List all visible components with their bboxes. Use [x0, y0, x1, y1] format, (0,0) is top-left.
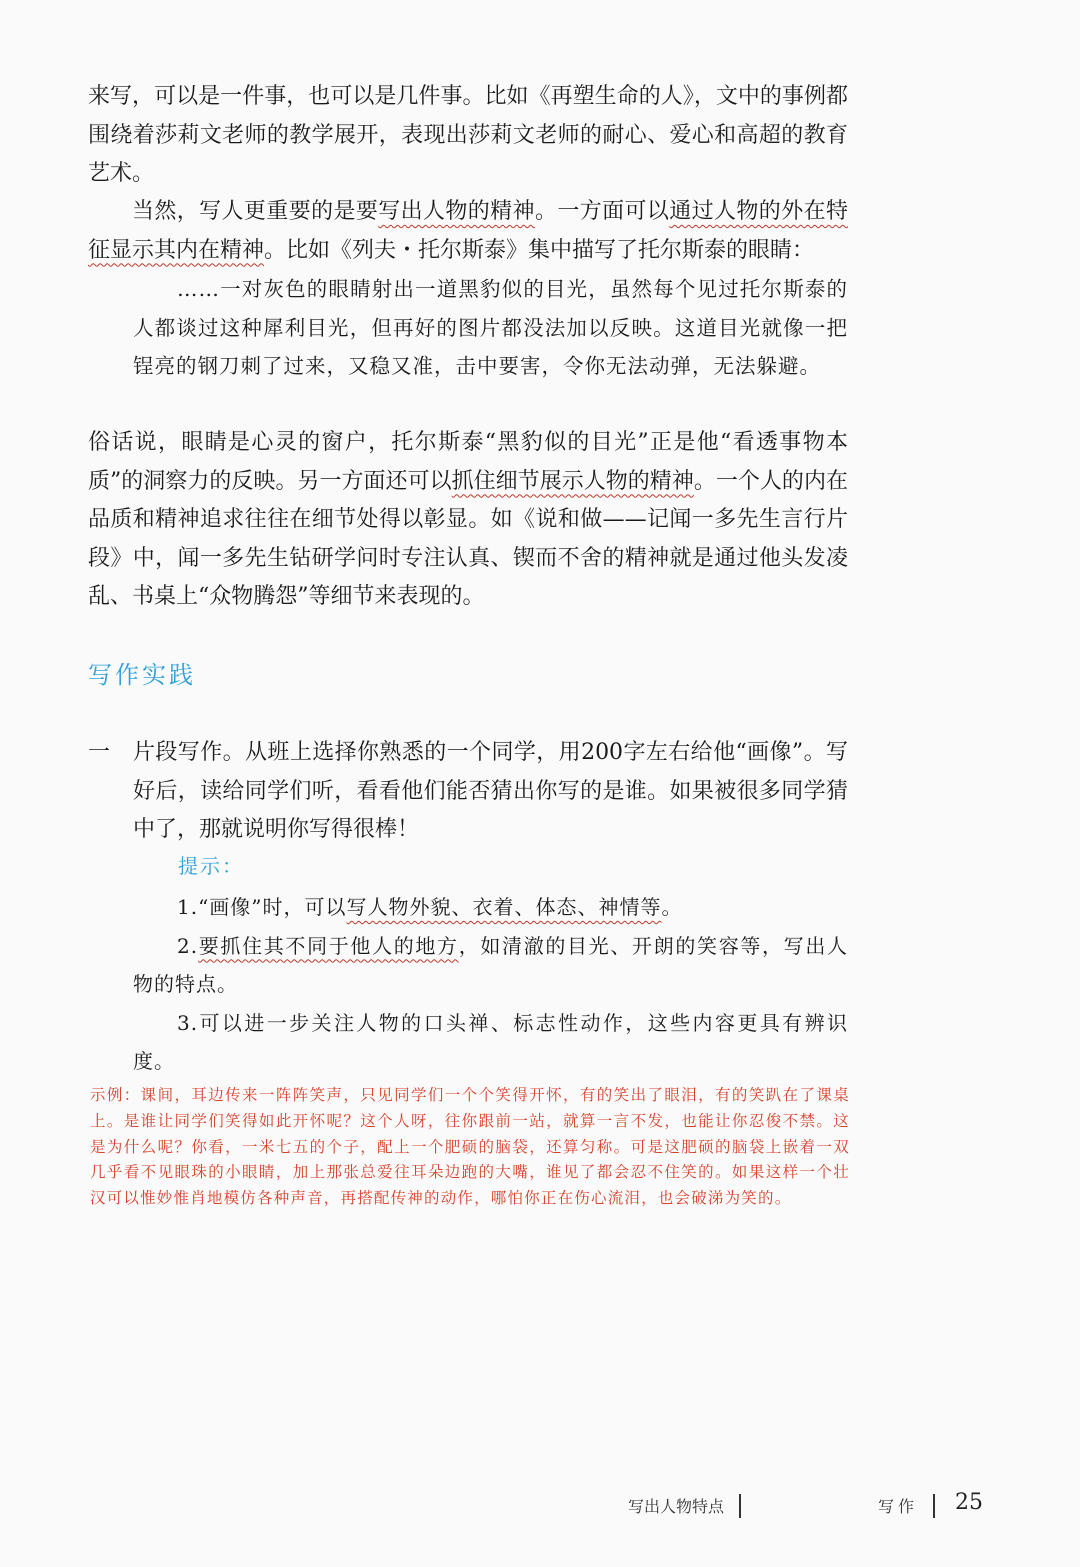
tip-1-part-c: 。: [661, 895, 683, 919]
paragraph-3: [88, 424, 848, 617]
paragraph-3-text: [88, 424, 848, 617]
footer-divider-2: [933, 1494, 935, 1518]
block-quote: ……一对灰色的眼睛射出一道黑豹似的目光，虽然每个见过托尔斯泰的人都谈过这种犀利目光，但再好的图片都没法加以反映。这道目光就像一把锃亮的钢刀刺了过来，又稳又准，击中要害，令你无法动弹，无法躲避。: [133, 277, 848, 378]
tip-2: [133, 927, 848, 1004]
p3-part-c: 。一个人的内在品质和精神追求往往在细节处得以彰显。如《说和做——记闻一多先生言行片段》中，闻一多先生钻研学问时专注认真、锲而不舍的精神就是通过他头发凌乱、书桌上“众物腾怨”等细节来表现的。: [88, 468, 848, 609]
task-text: 片段写作。从班上选择你熟悉的一个同学，用200字左右给他“画像”。写好后，读给同学们听，看看他们能否猜出你写的是谁。如果被很多同学猜中了，那就说明你写得很棒！: [133, 740, 848, 842]
tips-list: [133, 888, 848, 1081]
footer-divider-1: [739, 1494, 741, 1518]
tip-2-emphasis: 要抓住其不同于他人的地方: [198, 933, 459, 958]
p2-emphasis-appearance: 通过人物的外在特征显示其内在精神: [88, 199, 848, 263]
task-1: [88, 734, 848, 850]
tips-label: 提示：: [178, 854, 244, 878]
p2-emphasis-spirit: 写出人物的精神: [378, 199, 535, 224]
task-number: 一: [88, 740, 111, 765]
p2-part-e: 。比如《列夫・托尔斯泰》集中描写了托尔斯泰的眼睛：: [264, 237, 815, 263]
example-text: 示例：课间，耳边传来一阵阵笑声，只见同学们一个个笑得开怀，有的笑出了眼泪，有的笑趴在了课桌上。是谁让同学们笑得如此开怀呢？这个人呀，往你跟前一站，就算一言不发，也能让你忍俊不禁。这是为什么呢？你看，一米七五的个子，配上一个肥硕的脑袋，还算匀称。可是这肥硕的脑袋上嵌着一双几乎看不见眼珠的小眼睛，加上那张总爱往耳朵边跑的大嘴，谁见了都会忍不住笑的。如果这样一个壮汉可以惟妙惟肖地模仿各种声音，再搭配传神的动作，哪怕你正在伤心流泪，也会破涕为笑的。: [90, 1086, 850, 1208]
paragraph-1-text: 来写，可以是一件事，也可以是几件事。比如《再塑生命的人》，文中的事例都围绕着莎莉文老师的教学展开，表现出莎莉文老师的耐心、爱心和高超的教育艺术。: [88, 84, 848, 186]
paragraph-1: [88, 78, 848, 194]
tip-1: [133, 888, 848, 927]
paragraph-2-text: [88, 193, 848, 270]
p2-part-a: 当然，写人更重要的是要: [132, 199, 379, 224]
p2-part-c: 。一方面可以: [534, 199, 670, 224]
tip-1-part-a: 1.“画像”时，可以: [177, 895, 347, 919]
paragraph-2: [88, 193, 848, 270]
p3-part-a: 俗话说，眼睛是心灵的窗户，托尔斯泰“黑豹似的目光”正是他“看透事物本质”的洞察力的反映。另一方面还可以: [88, 430, 848, 494]
tip-1-emphasis: 写人物外貌、衣着、体态、神情等: [346, 895, 662, 919]
tip-2-part-c: ，如清澈的目光、开朗的笑容等，写出人物的特点。: [133, 933, 849, 996]
section-title: 写作实践: [88, 661, 196, 689]
footer-chapter-title: 写出人物特点: [628, 1497, 725, 1516]
page-number: 25: [955, 1490, 983, 1515]
tip-3: 3.可以进一步关注人物的口头禅、标志性动作，这些内容更具有辨识度。: [133, 1010, 848, 1073]
tip-2-part-a: 2.: [177, 933, 199, 958]
p3-emphasis-details: 抓住细节展示人物的精神: [451, 468, 694, 494]
footer-category: 写作: [878, 1497, 919, 1516]
